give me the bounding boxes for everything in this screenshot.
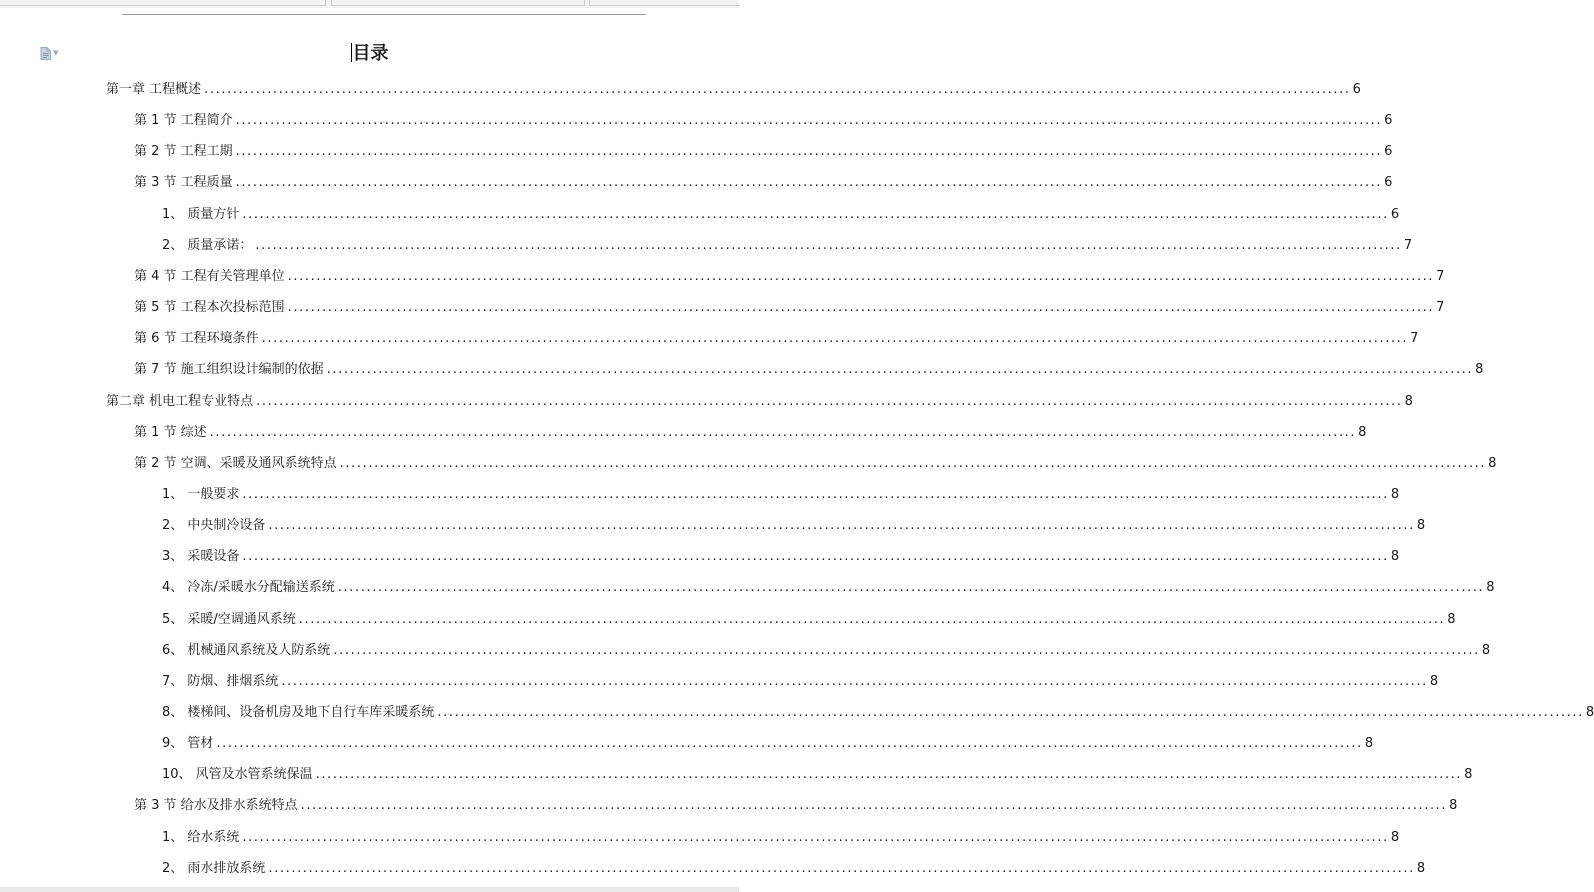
toc-entry[interactable] [134,142,1393,162]
toc-page-number: 8 [1364,736,1374,752]
toc-entry[interactable] [162,485,1400,505]
toc-entry[interactable] [134,423,1367,443]
toc-page-number: 6 [1352,82,1361,97]
toc-page-number: 8 [1447,611,1456,627]
toc-page-number: 7 [1403,237,1413,253]
toc-page-number: 6 [1390,206,1400,222]
toc-entry-text: 5、 采暖/空调通风系统 [162,611,296,627]
toc-title-text: 目录 [352,43,389,64]
toc-page-number: 7 [1436,268,1445,284]
toc-page-number: 8 [1390,549,1400,565]
toc-page-number: 8 [1390,486,1400,502]
ruler-segment [589,0,740,6]
toc-entry[interactable] [162,828,1400,848]
toc-page-number: 8 [1475,362,1484,378]
toc-entry-text: 第 1 节 综述 [134,424,207,440]
toc-page-number: 8 [1585,705,1594,720]
toc-page-number: 7 [1410,331,1419,347]
toc-entry[interactable] [134,173,1393,193]
toc-page-number: 8 [1486,580,1495,596]
toc-dot-leader: ........................................................................................................................................................................................................ [315,767,1463,783]
toc-entry[interactable] [162,578,1495,598]
toc-page-number: 8 [1429,673,1439,689]
toc-entry[interactable] [134,267,1445,287]
toc-page-number: 8 [1358,424,1367,440]
toc-dot-leader: ........................................................................................................................................................................................................ [204,82,1351,97]
toc-dot-leader: ........................................................................................................................................................................................................ [287,300,1435,315]
toc-entry-text: 第 3 节 工程质量 [134,175,233,191]
toc-entry[interactable] [134,796,1458,816]
toc-entry-text: 第 3 节 给水及排水系统特点 [134,798,298,814]
toc-dot-leader: ........................................................................................................................................................................................................ [235,175,1383,191]
toc-entry[interactable] [106,80,1361,100]
text-cursor [351,43,352,62]
dropdown-caret-icon: ▼ [53,48,59,57]
toc-entry-text: 4、 冷冻/采暖水分配输送系统 [162,580,335,596]
toc-dot-leader: ........................................................................................................................................................................................................ [235,144,1383,160]
toc-dot-leader: ........................................................................................................................................................................................................ [235,113,1383,129]
toc-dot-leader: ........................................................................................................................................................................................................ [300,798,1448,814]
toc-entry-text: 第 1 节 工程简介 [134,113,233,129]
toc-entry-text: 第 2 节 工程工期 [134,144,233,160]
toc-dot-leader: ........................................................................................................................................................................................................ [326,362,1474,378]
toc-entry[interactable] [106,392,1413,412]
bottom-edge [0,887,739,892]
toc-entry[interactable] [134,111,1393,131]
toc-dot-leader: ........................................................................................................................................................................................................ [268,518,1415,534]
toc-page-number: 8 [1404,393,1413,409]
ruler-segment [0,0,326,6]
toc-dot-leader: ........................................................................................................................................................................................................ [256,393,1403,409]
toc-page-number: 8 [1488,455,1497,471]
toc-entry[interactable] [134,298,1445,318]
toc-title [0,42,739,66]
toc-page-number: 7 [1436,300,1445,315]
toc-dot-leader: ........................................................................................................................................................................................................ [339,455,1487,471]
toc-entry-text: 9、 管材 [162,736,214,752]
toc-dot-leader: ........................................................................................................................................................................................................ [261,331,1409,347]
toc-dot-leader: ........................................................................................................................................................................................................ [255,237,1402,253]
toc-entry-text: 2、 雨水排放系统 [162,860,266,876]
toc-page-number: 8 [1416,518,1426,534]
toc-entry-text: 3、 采暖设备 [162,549,240,565]
toc-dot-leader: ........................................................................................................................................................................................................ [298,611,1446,627]
toc-dot-leader: ........................................................................................................................................................................................................ [281,673,1428,689]
toc-entry-text: 第 2 节 空调、采暖及通风系统特点 [134,455,337,471]
toc-dot-leader: ........................................................................................................................................................................................................ [242,549,1389,565]
toc-entry-text: 第 4 节 工程有关管理单位 [134,268,285,284]
toc-entry-text: 1、 一般要求 [162,486,240,502]
top-ruler-strip [0,0,739,8]
toc-entry-text: 6、 机械通风系统及人防系统 [162,642,331,658]
toc-entry-text: 第二章 机电工程专业特点 [106,393,254,409]
toc-dot-leader: ........................................................................................................................................................................................................ [242,486,1389,502]
toc-dot-leader: ........................................................................................................................................................................................................ [209,424,1357,440]
toc-entry-text: 10、 风管及水管系统保温 [162,767,313,783]
page-header-divider [122,14,646,15]
toc-entry-text: 第 5 节 工程本次投标范围 [134,300,285,315]
toc-entry[interactable] [162,205,1400,225]
toc-entry[interactable] [134,329,1419,349]
toc-entry[interactable] [162,859,1426,879]
toc-page-number: 8 [1416,860,1426,876]
toc-entry[interactable] [162,672,1439,692]
toc-entry[interactable] [162,641,1491,661]
toc-entry-text: 8、 楼梯间、设备机房及地下自行车库采暖系统 [162,705,435,720]
toc-dot-leader: ........................................................................................................................................................................................................ [216,736,1363,752]
toc-page-number: 6 [1384,144,1393,160]
toc-page-number: 8 [1449,798,1458,814]
toc-entry[interactable] [162,236,1413,256]
toc-dot-leader: ........................................................................................................................................................................................................ [268,860,1415,876]
toc-page-number: 6 [1384,113,1393,129]
toc-entry[interactable] [162,516,1426,536]
toc-entry-text: 2、 中央制冷设备 [162,518,266,534]
toc-entry-text: 2、 质量承诺： [162,237,253,253]
ruler-segment [331,0,585,6]
toc-dot-leader: ........................................................................................................................................................................................................ [242,206,1389,222]
toc-entry[interactable] [134,454,1497,474]
toc-dot-leader: ........................................................................................................................................................................................................ [242,829,1389,845]
toc-dot-leader: ........................................................................................................................................................................................................ [333,642,1480,658]
toc-entry[interactable] [162,547,1400,567]
toc-page-number: 8 [1481,642,1491,658]
toc-entry[interactable] [162,610,1456,630]
toc-dot-leader: ........................................................................................................................................................................................................ [337,580,1485,596]
toc-entry[interactable] [162,734,1374,754]
toc-page-number: 6 [1384,175,1393,191]
toc-entry-text: 1、 给水系统 [162,829,240,845]
toc-page-number: 8 [1390,829,1400,845]
toc-entry-text: 1、 质量方针 [162,206,240,222]
toc-dot-leader: ........................................................................................................................................................................................................ [437,705,1584,720]
toc-entry[interactable] [134,360,1484,380]
toc-entry-text: 第一章 工程概述 [106,82,202,97]
toc-page-number: 8 [1464,767,1473,783]
toc-entry[interactable] [162,703,1594,723]
toc-entry[interactable] [162,765,1473,785]
toc-entry-text: 第 6 节 工程环境条件 [134,331,259,347]
toc-entry-text: 7、 防烟、排烟系统 [162,673,279,689]
toc-dot-leader: ........................................................................................................................................................................................................ [287,268,1435,284]
toc-entry-text: 第 7 节 施工组织设计编制的依据 [134,362,324,378]
